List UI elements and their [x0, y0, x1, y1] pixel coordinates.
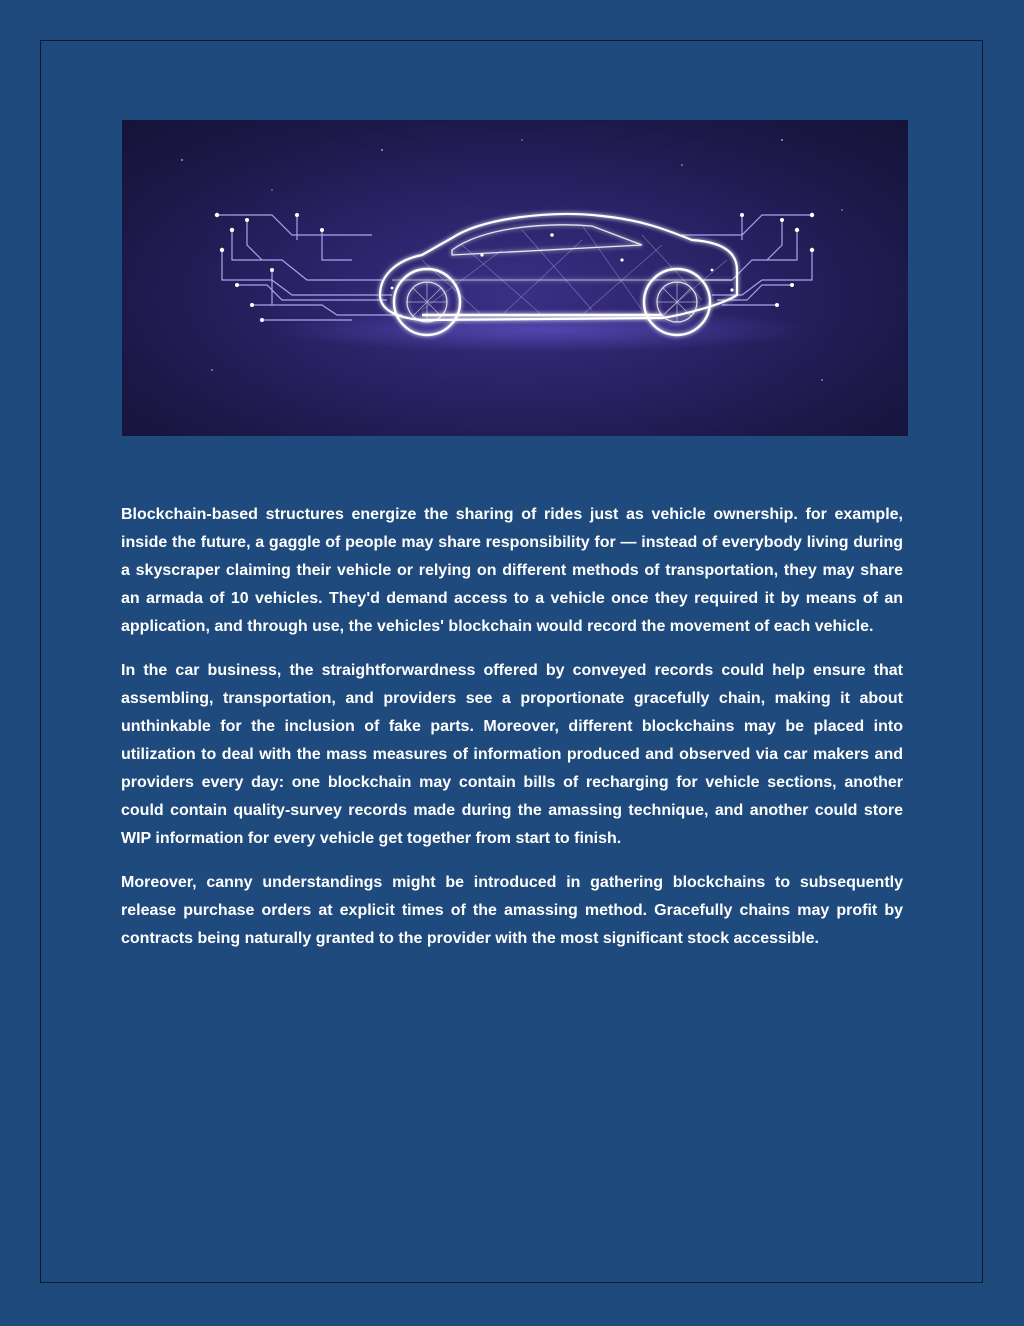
article-paragraph-2: In the car business, the straightforwardness offered by conveyed records could help ensure that assembling, transportation, and providers see a proportionate gracefully chain, making it about unthinkable for the inclusion of fake parts. Moreover, different blockchains may be placed into utilization to deal with the mass measures of information produced and observed via car makers and providers every day: one blockchain may contain bills of recharging for vehicle sections, another could contain quality-survey records made during the amassing technique, and another could store WIP information for every vehicle get together from start to finish.	[121, 662, 903, 847]
hero-image	[122, 120, 908, 436]
article-paragraph-3: Moreover, canny understandings might be introduced in gathering blockchains to subsequently release purchase orders at explicit times of the amassing method. Gracefully chains may profit by contracts being naturally granted to the provider with the most significant stock accessible.	[121, 874, 903, 947]
circuit-car-illustration-icon	[122, 120, 908, 436]
article-paragraph-1: Blockchain-based structures energize the sharing of rides just as vehicle ownership. for example, inside the future, a gaggle of people may share responsibility for — instead of everybody living during a skyscraper claiming their vehicle or relying on different methods of transportation, they may share an armada of 10 vehicles. They'd demand access to a vehicle once they required it by means of an application, and through use, the vehicles' blockchain would record the movement of each vehicle.	[121, 506, 903, 635]
article-body	[121, 501, 903, 969]
